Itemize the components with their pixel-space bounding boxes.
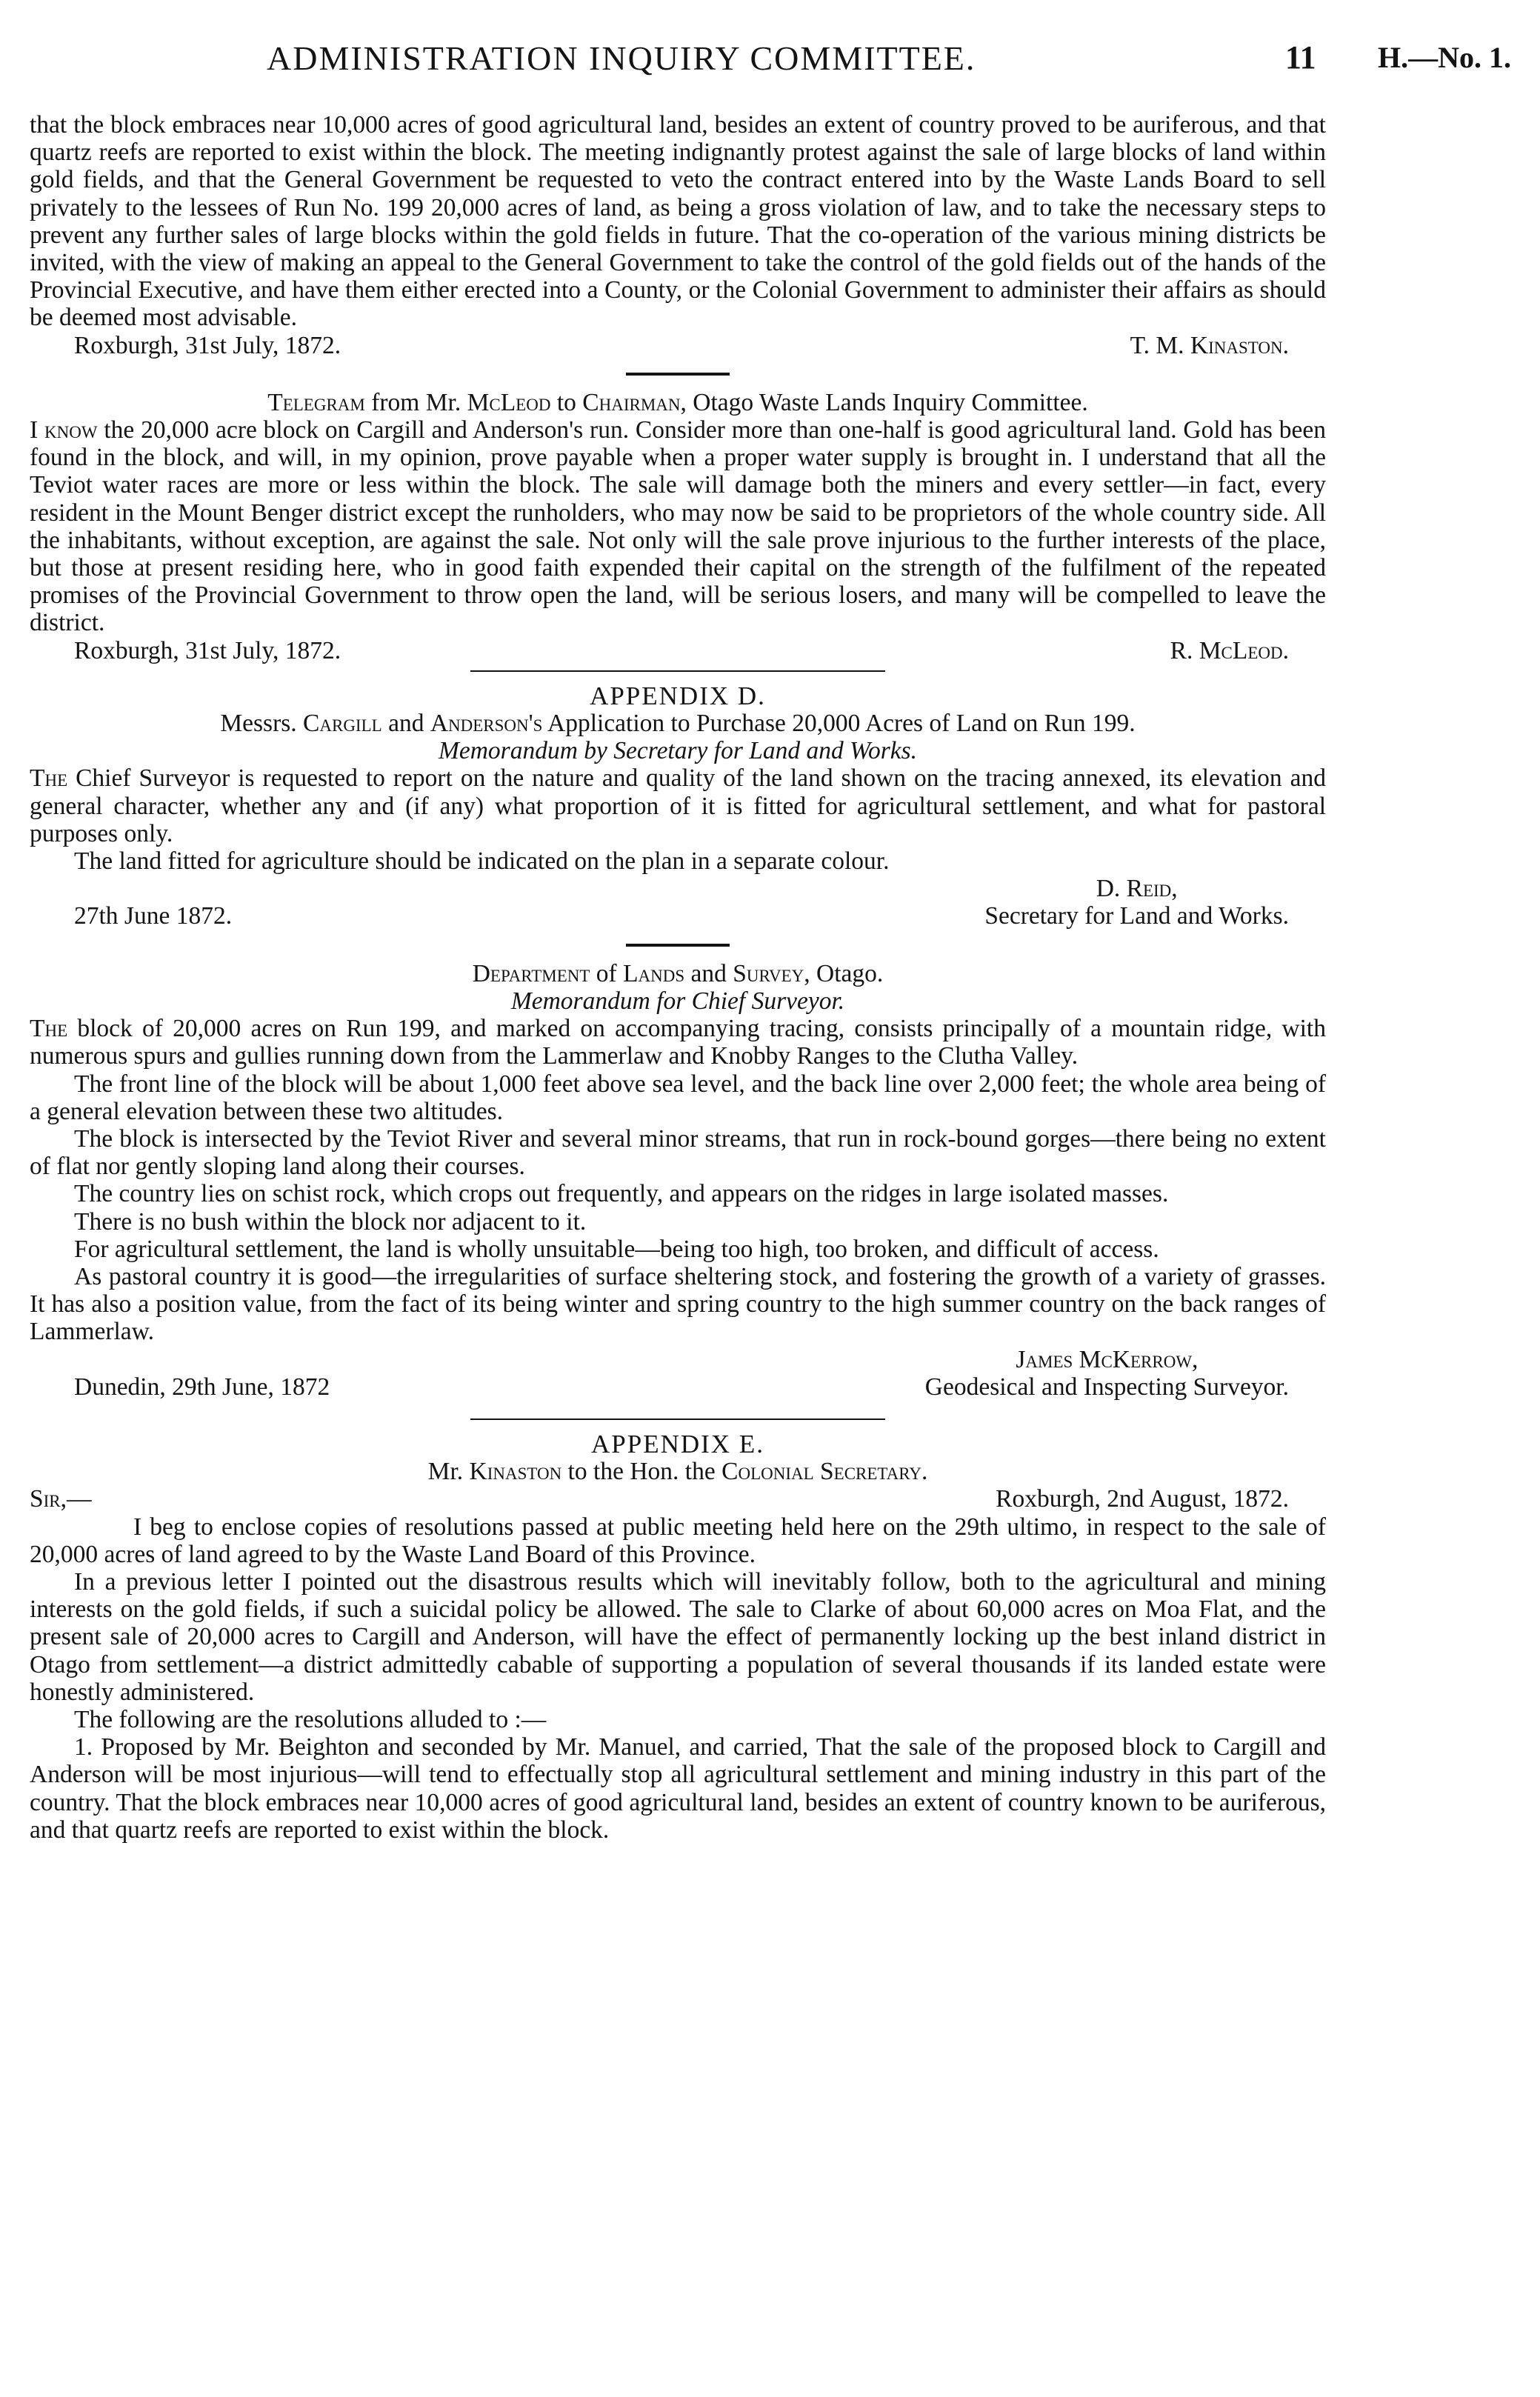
signature-place-date: Roxburgh, 31st July, 1872.	[74, 636, 341, 664]
survey-paragraph: The front line of the block will be about 1,000 feet above sea level, and the back line over 2,000 feet; the whole area being of a general elevation between these two altitudes.	[30, 1070, 1326, 1125]
signature-mckerrow	[30, 1346, 1326, 1401]
signature-title: Geodesical and Inspecting Surveyor.	[924, 1373, 1289, 1401]
signature-reid	[30, 875, 1326, 930]
memorandum-heading: Memorandum for Chief Surveyor.	[510, 987, 845, 1015]
survey-paragraph: The block is intersected by the Teviot River and several minor streams, that run in rock-bound gorges—there being no extent of flat nor gently sloping land along their courses.	[30, 1124, 1326, 1181]
page-body	[30, 111, 1326, 1844]
telegram-body: I know the 20,000 acre block on Cargill and Anderson's run. Consider more than one-half is good agricultural land. Gold has been found in the block, and will, in my opinion, prove payable when a proper water supply is brought in. I understand that all the Teviot water races are more or less within the block. The sale will damage both the miners and every settler—in fact, every resident in the Mount Benger district except the runholders, who may now be said to be proprietors of the whole country side. All the inhabitants, without exception, are against the sale. Not only will the sale prove injurious to the further interests of the place, but those at present residing here, who in good faith expended their capital on the strength of the fulfilment of the repeated promises of the Provincial Government to throw open the land, will be serious losers, and many will be compelled to leave the district.	[30, 416, 1326, 637]
letter-salutation-row	[30, 1485, 1326, 1513]
section-divider	[626, 944, 730, 947]
memorandum-paragraph: The Chief Surveyor is requested to report on the nature and quality of the land shown on the tracing annexed, its elevation and general character, whether any and (if any) what proportion of it is fitted for agricultural settlement, and what for pastoral purposes only.	[30, 764, 1326, 847]
running-title: ADMINISTRATION INQUIRY COMMITTEE.	[267, 39, 976, 77]
letter-paragraph: I beg to enclose copies of resolutions passed at public meeting held here on the 29th ultimo, in respect to the sale of 20,000 acres of land agreed to by the Waste Land Board of this Province.	[30, 1513, 1326, 1568]
signature-kinaston	[30, 332, 1326, 359]
survey-paragraph: There is no bush within the block nor adjacent to it.	[74, 1207, 587, 1236]
memorandum-paragraph: The land fitted for agriculture should be indicated on the plan in a separate colour.	[74, 847, 890, 876]
telegram-heading: Telegram from Mr. McLeod to Chairman, Otago Waste Lands Inquiry Committee.	[267, 388, 1088, 416]
section-divider	[626, 373, 730, 376]
signature-place-date: Roxburgh, 31st July, 1872.	[74, 331, 341, 359]
signature-mcleod	[30, 637, 1326, 664]
appendix-divider	[470, 1418, 885, 1420]
signature-name: D. Reid,	[1096, 875, 1178, 903]
survey-paragraph: For agricultural settlement, the land is wholly unsuitable—being too high, too broken, and difficult of access.	[74, 1235, 1159, 1263]
signature-date: 27th June 1872.	[74, 902, 233, 930]
signature-name: T. M. Kinaston.	[1130, 331, 1289, 359]
signature-name: R. McLeod.	[1170, 636, 1289, 664]
signature-title: Secretary for Land and Works.	[984, 902, 1289, 930]
appendix-d-title: APPENDIX D.	[590, 681, 766, 710]
signature-date: Dunedin, 29th June, 1872	[74, 1373, 330, 1401]
document-page	[30, 0, 1511, 2397]
document-reference: H.—No. 1.	[1378, 41, 1511, 74]
survey-paragraph: The country lies on schist rock, which crops out frequently, and appears on the ridges in large isolated masses.	[74, 1180, 1169, 1208]
letter-paragraph: The following are the resolutions alluded to :—	[74, 1705, 547, 1733]
appendix-e-subtitle: Mr. Kinaston to the Hon. the Colonial Secretary.	[427, 1458, 928, 1486]
appendix-e-title: APPENDIX E.	[591, 1429, 764, 1458]
page-number: 11	[1285, 39, 1316, 76]
appendix-divider	[470, 670, 885, 672]
survey-paragraph: As pastoral country it is good—the irregularities of surface sheltering stock, and fostering the growth of a variety of grasses. It has also a position value, from the fact of its being winter and spring country to the high summer country on the back ranges of Lammerlaw.	[30, 1262, 1326, 1346]
page-header	[30, 39, 1511, 90]
letter-dateline: Roxburgh, 2nd August, 1872.	[996, 1485, 1289, 1513]
resolution-paragraph: 1. Proposed by Mr. Beighton and seconded by Mr. Manuel, and carried, That the sale of the proposed block to Cargill and Anderson will be most injurious—will tend to effectually stop all agricultural settlement and mining industry in this part of the country. That the block embraces near 10,000 acres of good agricultural land, besides an extent of country known to be auriferous, and that quartz reefs are reported to exist within the block.	[30, 1733, 1326, 1844]
letter-salutation: Sir,—	[30, 1485, 92, 1513]
continued-resolution-paragraph: that the block embraces near 10,000 acres of good agricultural land, besides an extent of country proved to be auriferous, and that quartz reefs are reported to exist within the block. The meeting indignantly protest against the sale of large blocks of land within gold fields, and that the General Government be requested to veto the contract entered into by the Waste Lands Board to sell privately to the lessees of Run No. 199 20,000 acres of land, as being a gross violation of law, and to take the necessary steps to prevent any further sales of large blocks within the gold fields in future. That the co-operation of the various mining districts be invited, with the view of making an appeal to the General Government to take the control of the gold fields out of the hands of the Provincial Executive, and have them either erected into a County, or the Colonial Government to administer their affairs as should be deemed most advisable.	[30, 111, 1326, 332]
memorandum-heading: Memorandum by Secretary for Land and Works.	[438, 737, 918, 765]
signature-name: James McKerrow,	[1016, 1345, 1199, 1373]
department-heading: Department of Lands and Survey, Otago.	[472, 959, 884, 987]
letter-paragraph: In a previous letter I pointed out the disastrous results which will inevitably follow, both to the agricultural and mining interests on the gold fields, if such a suicidal policy be allowed. The sale to Clarke of about 60,000 acres on Moa Flat, and the present sale of 20,000 acres to Cargill and Anderson, will have the effect of permanently locking up the best inland district in Otago from settlement—a district admittedly cabable of supporting a population of several thousands if its landed estate were honestly administered.	[30, 1567, 1326, 1706]
survey-paragraph: The block of 20,000 acres on Run 199, and marked on accompanying tracing, consists principally of a mountain ridge, with numerous spurs and gullies running down from the Lammerlaw and Knobby Ranges to the Clutha Valley.	[30, 1015, 1326, 1070]
appendix-d-subtitle: Messrs. Cargill and Anderson's Application to Purchase 20,000 Acres of Land on Run 199.	[220, 710, 1136, 738]
